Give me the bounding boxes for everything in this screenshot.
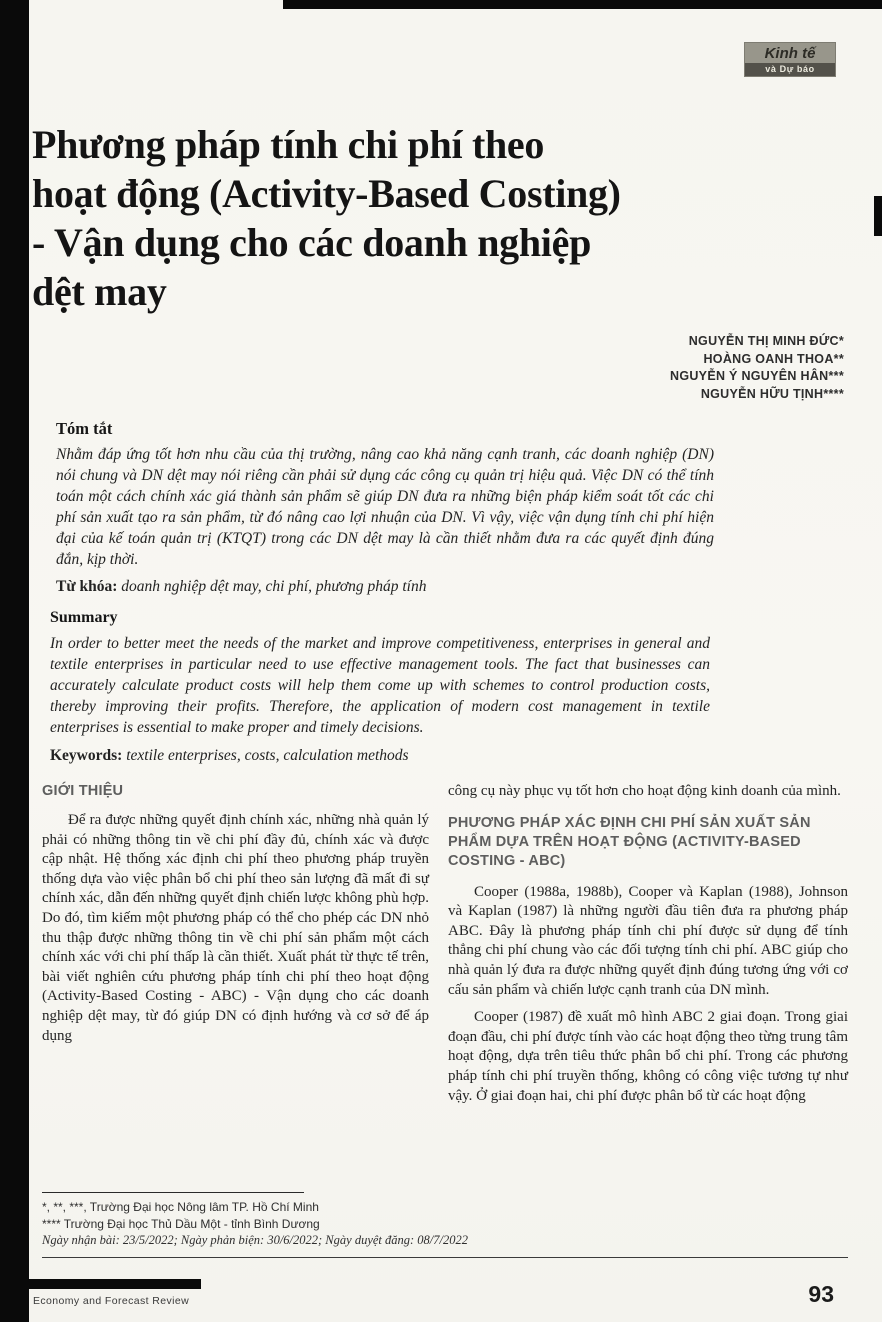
journal-badge-subtitle: và Dự báo [745,63,835,76]
english-keywords-line [50,747,750,765]
scan-edge-top [283,0,882,9]
vietnamese-keywords-label: Từ khóa: [56,578,118,595]
intro-paragraph: Để ra được những quyết định chính xác, những nhà quản lý phải có những thông tin về chi phí đầy đủ, chính xác và được cập nhật. Hệ thống xác định chi phí theo phương pháp truyền thống dựa vào việc phân bổ chi phí theo sản lượng đã mất đi sự chính xác, dẫn đến những quyết định chiến lược không phù hợp. Do đó, tìm kiếm một phương pháp có thể cho phép các DN nhỏ thu thập được những thông tin về chi phí sản phẩm một cách chính xác với chi phí thấp là cần thiết. Xuất phát từ thực tế trên, bài viết nghiên cứu phương pháp tính chi phí theo hoạt động (Activity-Based Costing - ABC) - Vận dụng cho các doanh nghiệp dệt may, từ đó giúp DN có định hướng và cơ sở để áp dụng [42,812,429,1044]
author-1: NGUYỄN THỊ MINH ĐỨC* [688,334,844,348]
vietnamese-keywords-text: doanh nghiệp dệt may, chi phí, phương pháp tính [121,578,427,595]
body-column-right [448,782,848,1106]
intro-section-heading: GIỚI THIỆU [42,783,124,799]
footnotes-block [42,1192,848,1258]
method-section-heading: PHƯƠNG PHÁP XÁC ĐỊNH CHI PHÍ SẢN XUẤT SẢN PHẨM DỰA TRÊN HOẠT ĐỘNG (ACTIVITY-BASED COSTING - ABC) [448,814,811,869]
footnote-dates: Ngày nhận bài: 23/5/2022; Ngày phản biện: 30/6/2022; Ngày duyệt đăng: 08/7/2022 [42,1233,468,1247]
author-list [670,333,844,403]
article-title-line-1: Phương pháp tính chi phí theo [32,122,545,167]
article-title-line-2: hoạt động (Activity-Based Costing) [32,171,621,216]
body-column-left [42,782,429,1106]
page-number: 93 [808,1281,834,1307]
scan-edge-right-mark [874,196,882,236]
author-3: NGUYỄN Ý NGUYÊN HÂN*** [670,369,844,383]
article-title-line-4: dệt may [32,269,167,314]
method-paragraph-2: Cooper (1987) đề xuất mô hình ABC 2 giai đoạn. Trong giai đoạn đầu, chi phí được tính vào các hoạt động theo từng trung tâm hoạt động, dựa trên tiêu thức phân bổ chi phí. Trong các phương pháp tính chi phí truyền thống, không có công việc tương tự như vậy. Ở giai đoạn hai, chi phí được phân bổ từ các hoạt động [448,1009,848,1104]
english-keywords-label: Keywords: [50,747,123,764]
footnote-rule [42,1192,304,1193]
abstract-label: Tóm tắt [56,419,113,438]
journal-logo-badge [744,42,836,77]
journal-badge-title: Kinh tế [764,45,816,62]
article-title-line-3: - Vận dụng cho các doanh nghiệp [32,220,592,265]
two-column-body [42,782,848,1106]
vietnamese-keywords-line [56,578,756,596]
intro-continuation-paragraph: công cụ này phục vụ tốt hơn cho hoạt động kinh doanh của mình. [448,783,841,799]
abstract-text: Nhằm đáp ứng tốt hơn nhu cầu của thị trường, nâng cao khả năng cạnh tranh, các doanh nghiệp (DN) nói chung và DN dệt may nói riêng cần phải sử dụng các công cụ quản trị hiệu quả. Việc DN có thể tính toán một cách chính xác giá thành sản phẩm sẽ giúp DN đưa ra những biện pháp kiểm soát tốt các chi phí sản xuất tạo ra sản phẩm, từ đó nâng cao lợi nhuận của DN. Vì vậy, việc vận dụng tính chi phí hiện đại của kế toán quản trị (KTQT) trong các DN dệt may là cần thiết nhằm đưa ra các quyết định đúng đắn, kịp thời. [56,446,714,568]
method-paragraph-1: Cooper (1988a, 1988b), Cooper và Kaplan (1988), Johnson và Kaplan (1987) là những người đầu tiên đưa ra phương pháp ABC. Đây là phương pháp tính chi phí được sử dụng để tính thẳng chi phí chung vào các đối tượng tính chi phí. ABC giúp cho nhà quản lý đưa ra được những quyết định đúng tương ứng với cơ cấu sản phẩm và chiến lược cạnh tranh của DN mình. [448,883,848,998]
footer-black-bar [29,1279,201,1289]
article-title [32,120,856,316]
scan-edge-left [0,0,29,1322]
author-2: HOÀNG OANH THOA** [703,351,844,366]
footnote-affiliation-2: **** Trường Đại học Thủ Dầu Một - tỉnh Bình Dương [42,1216,320,1231]
footnote-affiliation-1: *, **, ***, Trường Đại học Nông lâm TP. Hồ Chí Minh [42,1200,319,1214]
summary-label: Summary [50,609,118,626]
author-4: NGUYỄN HỮU TỊNH**** [700,386,844,401]
summary-text: In order to better meet the needs of the market and improve competitiveness, enterprises in general and textile enterprises in particular need to use effective management tools. The fact that businesses can accurately calculate product costs will help them come up with schemes to control production costs, thereby improving their profits. Therefore, the application of modern cost management in textile enterprises is essential to make proper and timely decisions. [50,635,710,736]
journal-name: Economy and Forecast Review [33,1295,190,1307]
english-keywords-text: textile enterprises, costs, calculation methods [126,747,409,764]
